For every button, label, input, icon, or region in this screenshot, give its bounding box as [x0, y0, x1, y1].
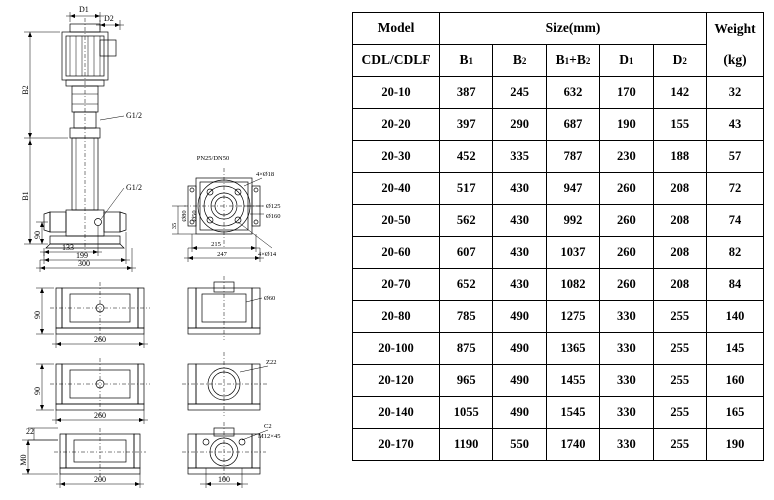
cell-b1b2: 1037 [546, 237, 599, 269]
bottom-hM0-label: M0 [19, 454, 28, 466]
pump-dimension-drawing [0, 0, 352, 500]
cell-d2: 188 [653, 141, 706, 173]
cell-b1b2: 787 [546, 141, 599, 173]
cell-b2: 490 [493, 301, 546, 333]
cell-b2: 490 [493, 365, 546, 397]
cell-b1: 562 [440, 205, 493, 237]
cell-d1: 330 [600, 397, 653, 429]
table-header [353, 13, 764, 77]
cell-weight: 57 [707, 141, 764, 173]
cell-d2: 255 [653, 397, 706, 429]
cell-b1: 875 [440, 333, 493, 365]
cell-b1b2: 992 [546, 205, 599, 237]
flange-spec-label: PN25/DN50 [196, 155, 230, 162]
cell-model: 20-140 [353, 397, 440, 429]
cell-d2: 208 [653, 205, 706, 237]
mid-d60-label: Ø60 [264, 295, 276, 302]
mid-w260-label: 260 [94, 335, 106, 344]
table-row [353, 77, 764, 109]
header-d2-text: D [672, 52, 683, 68]
table-row [353, 301, 764, 333]
cell-d1: 230 [600, 141, 653, 173]
flange-w247-label: 247 [217, 251, 227, 258]
cell-model: 20-70 [353, 269, 440, 301]
cell-model: 20-120 [353, 365, 440, 397]
header-b1 [440, 45, 493, 77]
cell-b1: 387 [440, 77, 493, 109]
cell-b1: 517 [440, 173, 493, 205]
cell-weight: 165 [707, 397, 764, 429]
cell-model: 20-10 [353, 77, 440, 109]
cell-b2: 490 [493, 333, 546, 365]
cell-b2: 490 [493, 397, 546, 429]
base-view-bottom [19, 427, 146, 488]
cell-model: 20-60 [353, 237, 440, 269]
lower-h90-label: 90 [33, 387, 42, 395]
table-row [353, 237, 764, 269]
front-port-bottom-label: G1/2 [126, 183, 142, 192]
cell-b1b2: 1275 [546, 301, 599, 333]
cell-weight: 43 [707, 109, 764, 141]
table-row [353, 269, 764, 301]
front-port-top-label: G1/2 [126, 111, 142, 120]
cell-d2: 255 [653, 365, 706, 397]
bottom-w100-label: 100 [218, 475, 230, 484]
flange-h35-label: 35 [171, 222, 178, 230]
table-row [353, 205, 764, 237]
base-view-bottom-side [182, 422, 280, 488]
cell-model: 20-80 [353, 301, 440, 333]
dimensions-table [352, 12, 764, 461]
front-w199-label: 199 [76, 251, 88, 260]
header-d2 [653, 45, 706, 77]
cell-b2: 290 [493, 109, 546, 141]
bottom-w200-label: 200 [94, 475, 106, 484]
cell-b1b2: 687 [546, 109, 599, 141]
cell-model: 20-50 [353, 205, 440, 237]
cell-b1: 1190 [440, 429, 493, 461]
base-view-lower-side [182, 352, 276, 416]
header-b1b2-sub2: 2 [585, 56, 591, 67]
front-b1-label: B1 [21, 191, 30, 201]
front-w133-label: 133 [62, 243, 74, 252]
cell-weight: 145 [707, 333, 764, 365]
cell-b1: 607 [440, 237, 493, 269]
cell-d2: 255 [653, 333, 706, 365]
header-b2-text: B [512, 52, 522, 68]
header-model: Model [353, 13, 440, 45]
cell-b1: 397 [440, 109, 493, 141]
header-b2-sub: 2 [521, 56, 527, 67]
table-row [353, 109, 764, 141]
cell-model: 20-100 [353, 333, 440, 365]
table-row [353, 173, 764, 205]
table-header-row-1 [353, 13, 764, 45]
cell-d2: 208 [653, 269, 706, 301]
header-model-series: CDL/CDLF [353, 45, 440, 77]
cell-weight: 160 [707, 365, 764, 397]
base-view-lower [33, 358, 150, 424]
front-b2-label: B2 [21, 85, 30, 95]
table-row [353, 365, 764, 397]
cell-d1: 260 [600, 237, 653, 269]
cell-b1: 965 [440, 365, 493, 397]
cell-b1: 785 [440, 301, 493, 333]
cell-b1b2: 1545 [546, 397, 599, 429]
cell-d2: 142 [653, 77, 706, 109]
front-h90-label: 90 [33, 231, 42, 239]
cell-d2: 155 [653, 109, 706, 141]
lower-w260-label: 260 [94, 411, 106, 420]
table-body [353, 77, 764, 461]
front-d2-label: D2 [104, 14, 114, 23]
cell-d2: 255 [653, 429, 706, 461]
lower-z22-label: Z22 [266, 359, 277, 366]
base-view-mid-side [188, 276, 275, 340]
table-header-row-2 [353, 45, 764, 77]
header-size-group: Size(mm) [440, 13, 707, 45]
header-weight: Weight [707, 13, 764, 45]
flange-d125-label: Ø125 [266, 203, 281, 210]
cell-b2: 430 [493, 205, 546, 237]
cell-weight: 72 [707, 173, 764, 205]
cell-model: 20-40 [353, 173, 440, 205]
cell-d2: 208 [653, 237, 706, 269]
cell-d2: 255 [653, 301, 706, 333]
cell-b2: 430 [493, 173, 546, 205]
flange-holes-bottom-label: 4×Ø14 [258, 251, 277, 258]
cell-b1: 652 [440, 269, 493, 301]
flange-d160-label: Ø160 [266, 213, 281, 220]
bottom-c2-label: C2 [264, 423, 272, 430]
cell-model: 20-20 [353, 109, 440, 141]
header-d2-sub: 2 [682, 56, 687, 67]
header-b2 [493, 45, 546, 77]
cell-weight: 82 [707, 237, 764, 269]
cell-d1: 330 [600, 301, 653, 333]
cell-b2: 430 [493, 237, 546, 269]
cell-b1: 1055 [440, 397, 493, 429]
cell-b2: 245 [493, 77, 546, 109]
cell-weight: 32 [707, 77, 764, 109]
bottom-h22-label: 22 [26, 427, 34, 436]
header-b1-text: B [459, 52, 469, 68]
cell-weight: 74 [707, 205, 764, 237]
front-w300-label: 300 [78, 259, 90, 268]
base-view-mid [33, 282, 150, 348]
header-b1-plus-b2 [546, 45, 599, 77]
header-b1-sub: 1 [468, 56, 473, 67]
cell-b1b2: 947 [546, 173, 599, 205]
cell-b2: 550 [493, 429, 546, 461]
cell-b2: 335 [493, 141, 546, 173]
cell-model: 20-170 [353, 429, 440, 461]
cell-b1b2: 1365 [546, 333, 599, 365]
table-row [353, 429, 764, 461]
header-b1b2-sub1: 1 [564, 56, 570, 67]
header-b1b2-text: B [555, 52, 565, 68]
header-weight-unit: (kg) [707, 45, 764, 77]
bottom-m12-label: M12×45 [258, 433, 281, 440]
flange-top-view [171, 155, 280, 262]
cell-d1: 330 [600, 333, 653, 365]
cell-b1b2: 1740 [546, 429, 599, 461]
header-d1 [600, 45, 653, 77]
header-d1-text: D [619, 52, 629, 68]
cell-b1b2: 1455 [546, 365, 599, 397]
cell-weight: 84 [707, 269, 764, 301]
cell-d1: 330 [600, 429, 653, 461]
table-row [353, 141, 764, 173]
cell-b2: 430 [493, 269, 546, 301]
mid-h90-label: 90 [33, 311, 42, 319]
cell-weight: 140 [707, 301, 764, 333]
flange-w215-label: 215 [211, 241, 221, 248]
cell-d1: 190 [600, 109, 653, 141]
table-row [353, 397, 764, 429]
front-view [21, 5, 142, 272]
header-b1b2-plus: +B [569, 52, 586, 68]
cell-b1: 452 [440, 141, 493, 173]
cell-d1: 260 [600, 173, 653, 205]
cell-model: 20-30 [353, 141, 440, 173]
flange-d50-label: Ø50 [191, 210, 198, 222]
cell-d1: 260 [600, 269, 653, 301]
cell-d1: 170 [600, 77, 653, 109]
cell-d1: 330 [600, 365, 653, 397]
cell-weight: 190 [707, 429, 764, 461]
cell-d2: 208 [653, 173, 706, 205]
cell-b1b2: 632 [546, 77, 599, 109]
table-row [353, 333, 764, 365]
cell-b1b2: 1082 [546, 269, 599, 301]
flange-holes-top-label: 4×Ø18 [256, 171, 275, 178]
front-d1-label: D1 [79, 5, 89, 14]
cell-d1: 260 [600, 205, 653, 237]
flange-d80-label: Ø80 [181, 210, 188, 222]
header-d1-sub: 1 [628, 56, 634, 67]
